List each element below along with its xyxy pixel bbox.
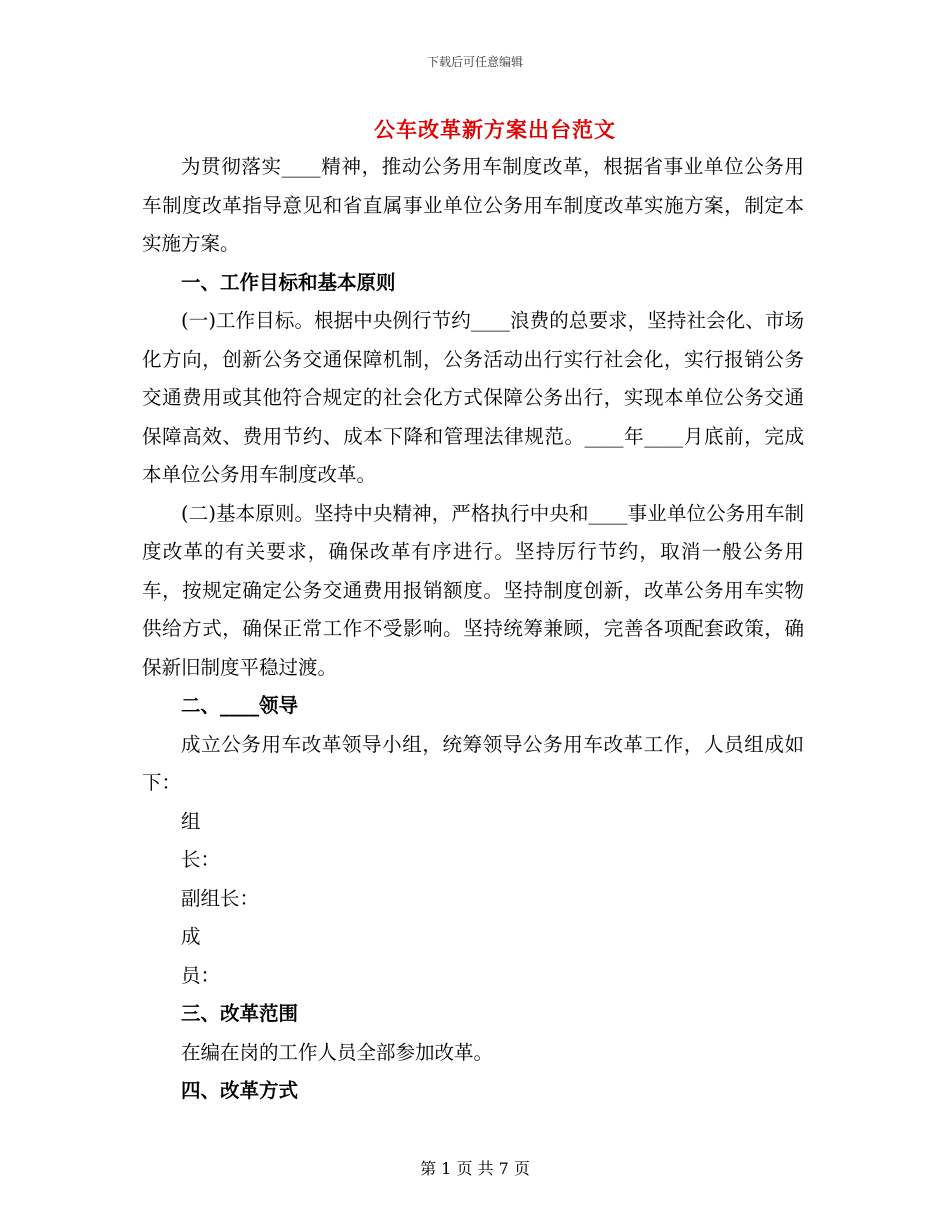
header-note: 下载后可任意编辑 [426, 55, 523, 69]
intro-paragraph: 为贯彻落实____精神，推动公务用车制度改革，根据省事业单位公务用车制度改革指导意见和省直属事业单位公务用车制度改革实施方案，制定本实施方案。 [142, 155, 804, 255]
section-heading-3: 三、改革范围 [181, 1002, 299, 1025]
section-heading-2: 二、____领导 [181, 694, 299, 717]
work-goal-paragraph: (一)工作目标。根据中央例行节约____浪费的总要求，坚持社会化、市场化方向，创新公务交通保障机制，公务活动出行实行社会化，实行报销公务交通费用或其他符合规定的社会化方式保障公务出行，实现本单位公务交通保障高效、费用节约、成本下降和管理法律规范。____年____月底前，完成本单位公务用车制度改革。 [142, 309, 804, 486]
section-heading-4: 四、改革方式 [181, 1079, 299, 1102]
section-heading-1: 一、工作目标和基本原则 [181, 270, 396, 294]
document-title: 公车改革新方案出台范文 [374, 117, 616, 142]
deputy-leader-label: 副组长： [181, 886, 260, 910]
scope-paragraph: 在编在岗的工作人员全部参加改革。 [181, 1040, 494, 1064]
leader-label-part1: 组 [181, 809, 201, 833]
page-footer: 第 1 页 共 7 页 [420, 1159, 530, 1178]
document-body [142, 148, 804, 1111]
leader-label-part2: 长： [181, 848, 221, 871]
member-label-part2: 员： [181, 963, 221, 987]
member-label-part1: 成 [181, 925, 201, 948]
leadership-paragraph: 成立公务用车改革领导小组，统筹领导公务用车改革工作，人员组成如下： [142, 732, 804, 794]
basic-principles-paragraph: (二)基本原则。坚持中央精神，严格执行中央和____事业单位公务用车制度改革的有关要求，确保改革有序进行。坚持厉行节约，取消一般公务用车，按规定确定公务交通费用报销额度。坚持制度创新，改革公务用车实物供给方式，确保正常工作不受影响。坚持统筹兼顾，完善各项配套政策，确保新旧制度平稳过渡。 [142, 501, 804, 679]
